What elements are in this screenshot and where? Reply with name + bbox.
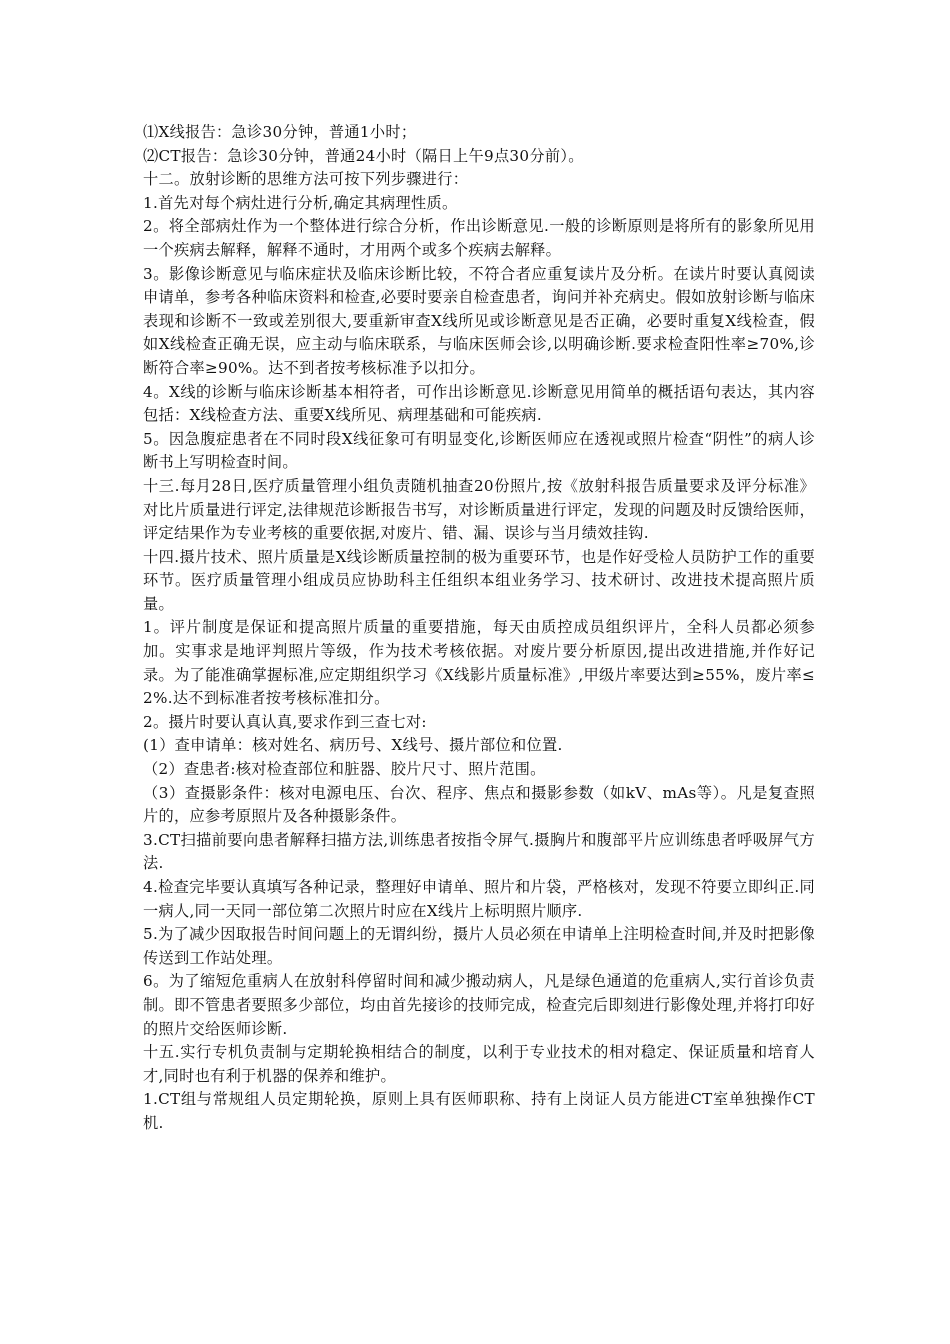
paragraph: 4。X线的诊断与临床诊断基本相符者，可作出诊断意见.诊断意见用简单的概括语句表达，其内容包括：X线检查方法、重要X线所见、病理基础和可能疾病. bbox=[143, 382, 815, 425]
paragraph: 十五.实行专机负责制与定期轮换相结合的制度，以利于专业技术的相对稳定、保证质量和培育人才,同时也有利于机器的保养和维护。 bbox=[143, 1043, 815, 1085]
paragraph: ⑴X线报告：急诊30分钟，普通1小时； bbox=[143, 123, 417, 141]
paragraph: ⑵CT报告：急诊30分钟，普通24小时（隔日上午9点30分前）。 bbox=[143, 146, 584, 165]
paragraph: 1。评片制度是保证和提高照片质量的重要措施，每天由质控成员组织评片，全科人员都必须参加。实事求是地评判照片等级，作为技术考核依据。对废片要分析原因,提出改进措施,并作好记录。为了能准确掌握标准,应定期组织学习《X线影片质量标准》,甲级片率要达到≥55%，废片率≤2%.达不到标准者按考核标准扣分。 bbox=[143, 618, 815, 708]
paragraph: 十二。放射诊断的思维方法可按下列步骤进行： bbox=[143, 170, 469, 189]
paragraph: 十三.每月28日,医疗质量管理小组负责随机抽查20份照片,按《放射科报告质量要求及评分标准》对比片质量进行评定,法律规范诊断报告书写，对诊断质量进行评定，发现的问题及时反馈给医师，评定结果作为专业考核的重要依据,对废片、错、漏、误诊与当月绩效挂钩. bbox=[143, 476, 815, 543]
paragraph: 4.检查完毕要认真填写各种记录，整理好申请单、照片和片袋，严格核对，发现不符要立即纠正.同一病人,同一天同一部位第二次照片时应在X线片上标明照片顺序. bbox=[143, 878, 815, 920]
paragraph: (1）查申请单：核对姓名、病历号、X线号、摄片部位和位置. bbox=[143, 736, 563, 755]
paragraph: 5.为了减少因取报告时间问题上的无谓纠纷，摄片人员必须在申请单上注明检查时间,并及时把影像传送到工作站处理。 bbox=[143, 925, 815, 967]
document-body bbox=[143, 121, 815, 1136]
paragraph: （3）查摄影条件：核对电源电压、台次、程序、焦点和摄影参数（如kV、mAs等）。凡是复查照片的，应参考原照片及各种摄影条件。 bbox=[143, 783, 815, 826]
paragraph: 6。为了缩短危重病人在放射科停留时间和减少搬动病人，凡是绿色通道的危重病人,实行首诊负责制。即不管患者要照多少部位，均由首先接诊的技师完成，检查完后即刻进行影像处理,并将打印好的照片交给医师诊断. bbox=[143, 972, 815, 1038]
paragraph: 3.CT扫描前要向患者解释扫描方法,训练患者按指令屏气.摄胸片和腹部平片应训练患者呼吸屏气方法. bbox=[143, 830, 815, 873]
paragraph: 2。将全部病灶作为一个整体进行综合分析，作出诊断意见.一般的诊断原则是将所有的影象所见用一个疾病去解释，解释不通时，才用两个或多个疾病去解释。 bbox=[143, 217, 815, 259]
paragraph: 2。摄片时要认真认真,要求作到三查七对: bbox=[143, 712, 427, 731]
paragraph: 3。影像诊断意见与临床症状及临床诊断比较，不符合者应重复读片及分析。在读片时要认真阅读申请单，参考各种临床资料和检查,必要时要亲自检查患者，询问并补充病史。假如放射诊断与临床表现和诊断不一致或差别很大,要重新审查X线所见或诊断意见是否正确，必要时重复X线检查，假如X线检查正确无误，应主动与临床联系，与临床医师会诊,以明确诊断.要求检查阳性率≥70%,诊断符合率≥90%。达不到者按考核标准予以扣分。 bbox=[143, 264, 815, 377]
paragraph: 1.首先对每个病灶进行分析,确定其病理性质。 bbox=[143, 193, 458, 212]
paragraph: 5。因急腹症患者在不同时段X线征象可有明显变化,诊断医师应在透视或照片检查“阴性”的病人诊断书上写明检查时间。 bbox=[143, 429, 815, 472]
paragraph: （2）查患者:核对检查部位和脏器、胶片尺寸、照片范围。 bbox=[143, 760, 546, 779]
paragraph: 十四.摄片技术、照片质量是X线诊断质量控制的极为重要环节，也是作好受检人员防护工作的重要环节。医疗质量管理小组成员应协助科主任组织本组业务学习、技术研讨、改进技术提高照片质量。 bbox=[143, 547, 815, 613]
paragraph: 1.CT组与常规组人员定期轮换，原则上具有医师职称、持有上岗证人员方能进CT室单独操作CT机. bbox=[143, 1090, 815, 1132]
